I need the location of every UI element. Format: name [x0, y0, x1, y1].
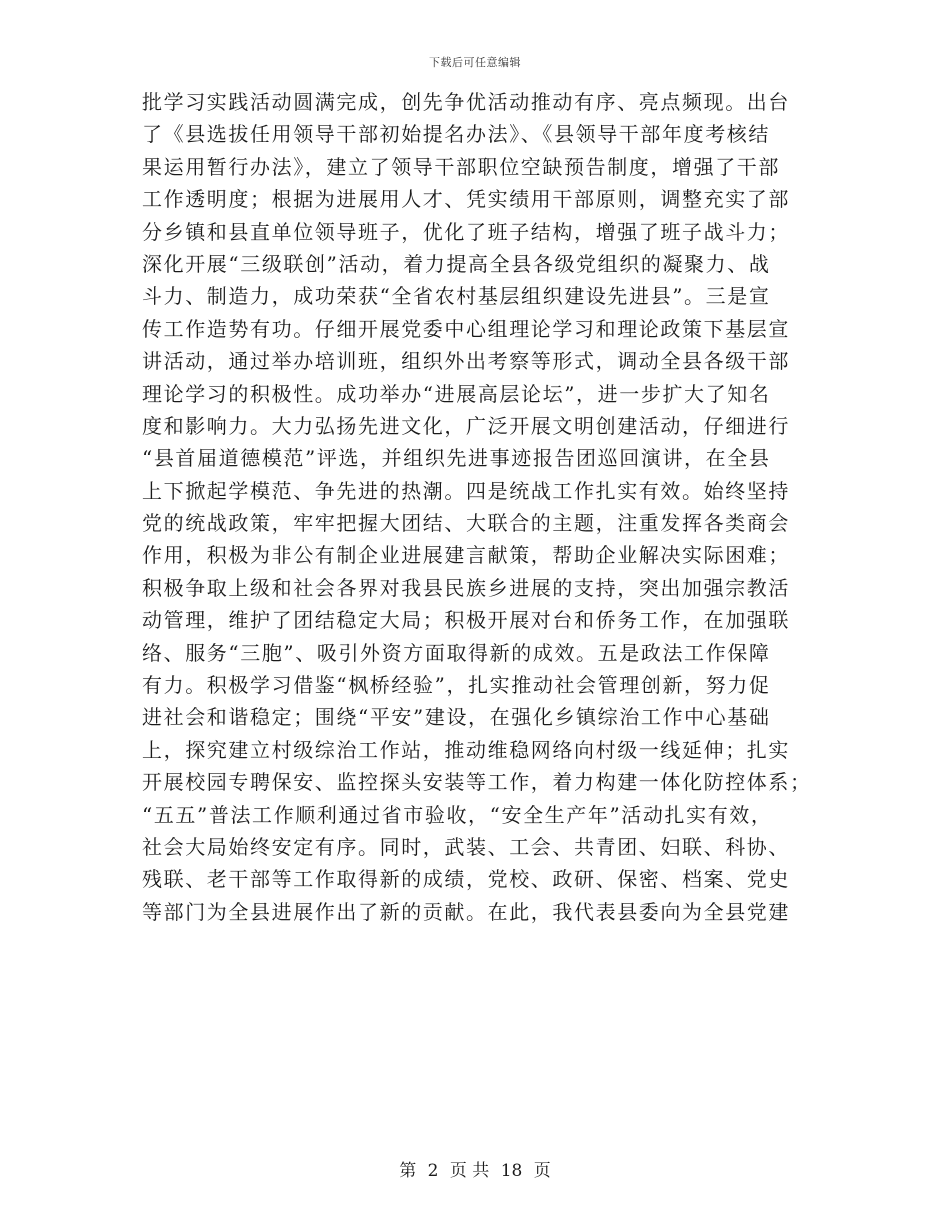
- footer-prefix: 第: [399, 1161, 417, 1181]
- text-line: 开展校园专聘保安、监控探头安装等工作，着力构建一体化防控体系；: [142, 770, 812, 795]
- footer-middle: 页 共: [449, 1161, 490, 1181]
- text-line: 有力。积极学习借鉴“枫桥经验”，扎实推动社会管理创新，努力促: [142, 673, 771, 698]
- text-line: 讲活动，通过举办培训班，组织外出考察等形式，调动全县各级干部: [142, 349, 790, 374]
- text-line: 上下掀起学模范、争先进的热潮。四是统战工作扎实有效。始终坚持: [142, 478, 790, 503]
- text-line: 作用，积极为非公有制企业进展建言献策，帮助企业解决实际困难；: [142, 543, 790, 568]
- header-note: 下载后可任意编辑: [429, 56, 521, 69]
- text-line: 深化开展“三级联创”活动，着力提高全县各级党组织的凝聚力、战: [142, 251, 771, 276]
- text-line: 理论学习的积极性。成功举办“进展高层论坛”，进一步扩大了知名: [142, 381, 771, 406]
- total-page-count: 18: [500, 1161, 523, 1181]
- body-text: [142, 86, 822, 928]
- text-line: 了《县选拔任用领导干部初始提名办法》、《县领导干部年度考核结: [142, 122, 770, 147]
- text-line: 分乡镇和县直单位领导班子，优化了班子结构，增强了班子战斗力；: [142, 219, 790, 244]
- text-line: 等部门为全县进展作出了新的贡献。在此，我代表县委向为全县党建: [142, 899, 790, 924]
- current-page-number: 2: [427, 1161, 439, 1181]
- footer-suffix: 页: [533, 1161, 551, 1181]
- text-line: 度和影响力。大力弘扬先进文化，广泛开展文明创建活动，仔细进行: [142, 413, 790, 438]
- text-line: 批学习实践活动圆满完成，创先争优活动推动有序、亮点频现。出台: [142, 90, 790, 114]
- text-line: 络、服务“三胞”、吸引外资方面取得新的成效。五是政法工作保障: [142, 640, 771, 665]
- text-line: 党的统战政策，牢牢把握大团结、大联合的主题，注重发挥各类商会: [142, 511, 790, 536]
- text-line: 残联、老干部等工作取得新的成绩，党校、政研、保密、档案、党史: [142, 867, 790, 892]
- text-line: “五五”普法工作顺利通过省市验收，“安全生产年”活动扎实有效，: [142, 802, 773, 827]
- text-line: 斗力、制造力，成功荣获“全省农村基层组织建设先进县”。三是宣: [142, 284, 771, 309]
- text-line: 工作透明度；根据为进展用人才、凭实绩用干部原则，调整充实了部: [142, 187, 790, 212]
- text-line: 社会大局始终安定有序。同时，武装、工会、共青团、妇联、科协、: [142, 834, 790, 859]
- text-line: 传工作造势有功。仔细开展党委中心组理论学习和理论政策下基层宣: [142, 316, 790, 341]
- text-line: “县首届道德模范”评选，并组织先进事迹报告团巡回演讲，在全县: [142, 446, 771, 471]
- page-number-footer: [0, 1156, 950, 1181]
- text-line: 进社会和谐稳定；围绕“平安”建设，在强化乡镇综治工作中心基础: [142, 705, 771, 730]
- text-line: 动管理，维护了团结稳定大局；积极开展对台和侨务工作，在加强联: [142, 608, 790, 633]
- text-line: 积极争取上级和社会各界对我县民族乡进展的支持，突出加强宗教活: [142, 575, 790, 600]
- text-line: 果运用暂行办法》，建立了领导干部职位空缺预告制度，增强了干部: [142, 154, 780, 179]
- text-line: 上，探究建立村级综治工作站，推动维稳网络向村级一线延伸；扎实: [142, 737, 790, 762]
